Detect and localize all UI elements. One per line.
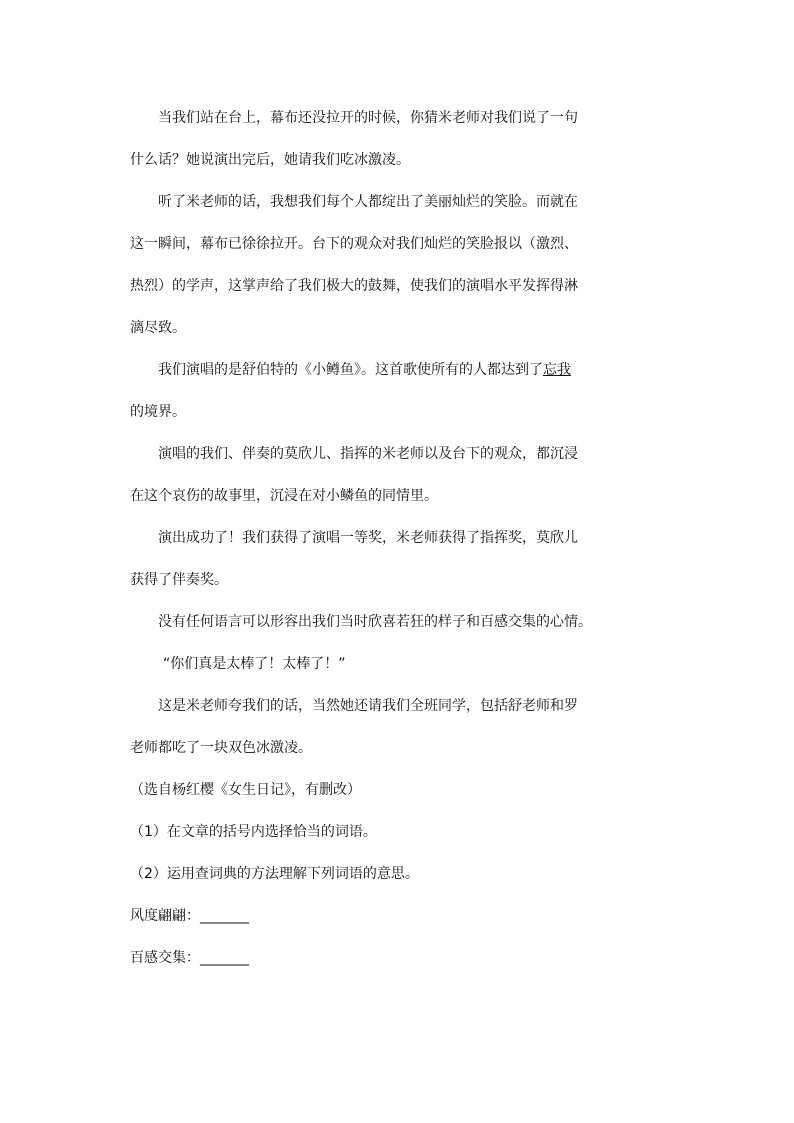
paragraph-8-line-1: 这是米老师夸我们的话，当然她还请我们全班同学，包括舒老师和罗: [158, 698, 578, 714]
paragraph-3-text: 我们演唱的是舒伯特的《小鳟鱼》。这首歌使所有的人都达到了: [158, 362, 543, 378]
question-2: （2）运用查词典的方法理解下列词语的意思。: [130, 866, 419, 882]
paragraph-4-line-1: 演唱的我们、伴奏的莫欣儿、指挥的米老师以及台下的观众，都沉浸: [158, 446, 578, 462]
paragraph-3-line-2: 的境界。: [130, 404, 186, 420]
question-1: （1）在文章的括号内选择恰当的词语。: [130, 824, 377, 840]
underlined-word: 忘我: [543, 362, 571, 378]
paragraph-7-line-1: “你们真是太棒了！太棒了！”: [163, 656, 346, 672]
paragraph-4-line-2: 在这个哀伤的故事里，沉浸在对小鳞鱼的同情里。: [130, 488, 438, 504]
paragraph-2-line-4: 漓尽致。: [130, 320, 186, 336]
vocab-item-1: 风度翩翩：_______: [130, 908, 249, 924]
paragraph-2-line-3: 热烈）的学声，这掌声给了我们极大的鼓舞，使我们的演唱水平发挥得淋: [130, 278, 578, 294]
paragraph-3-line-1: [158, 360, 794, 380]
paragraph-1-line-2: 什么话？她说演出完后，她请我们吃冰激凌。: [130, 152, 410, 168]
paragraph-5-line-2: 获得了伴奏奖。: [130, 572, 228, 588]
source-note: （选自杨红樱《女生日记》，有删改）: [130, 782, 361, 798]
paragraph-2-line-1: 听了米老师的话，我想我们每个人都绽出了美丽灿烂的笑脸。而就在: [158, 194, 578, 210]
paragraph-2-line-2: 这一瞬间，幕布已徐徐拉开。台下的观众对我们灿烂的笑脸报以（激烈、: [130, 236, 578, 252]
paragraph-6-line-1: 没有任何语言可以形容出我们当时欣喜若狂的样子和百感交集的心情。: [158, 614, 592, 630]
vocab-item-2: 百感交集：_______: [130, 950, 249, 966]
paragraph-1-line-1: 当我们站在台上，幕布还没拉开的时候，你猜米老师对我们说了一句: [158, 110, 578, 126]
paragraph-8-line-2: 老师都吃了一块双色冰激凌。: [130, 740, 312, 756]
paragraph-5-line-1: 演出成功了！我们获得了演唱一等奖，米老师获得了指挥奖，莫欣儿: [158, 530, 578, 546]
